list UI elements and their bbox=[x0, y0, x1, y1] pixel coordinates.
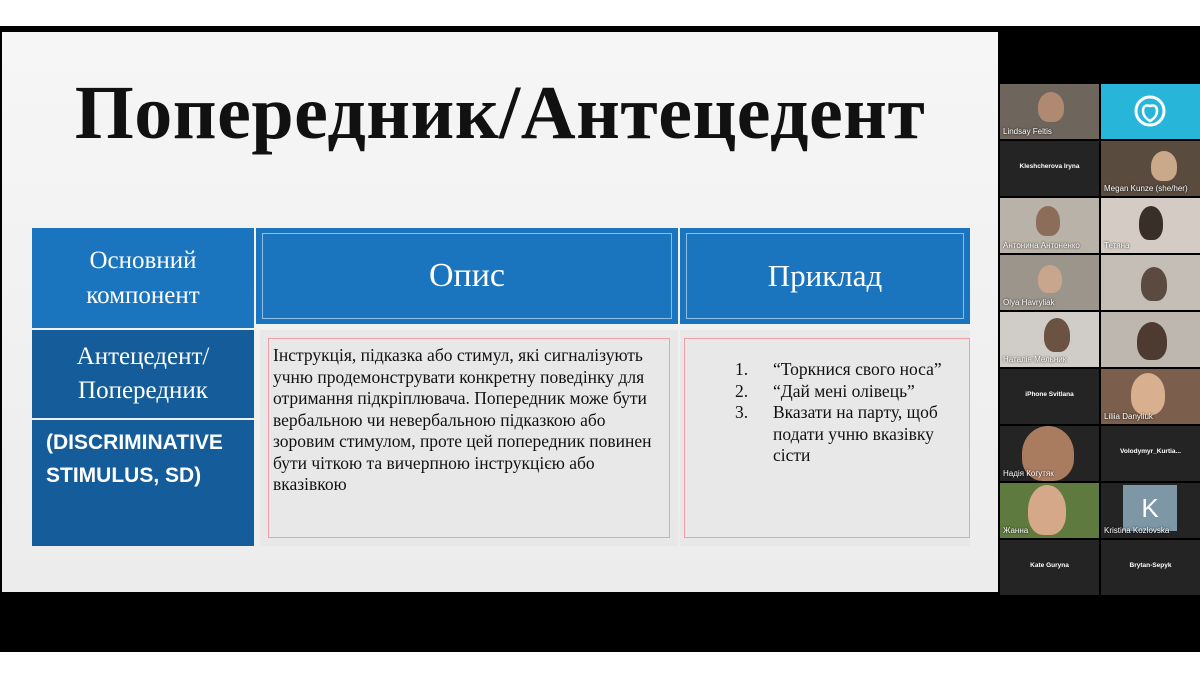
participant-name: Антонина Антоненко bbox=[1003, 241, 1080, 250]
participant-video bbox=[1131, 373, 1165, 415]
participant-tile[interactable] bbox=[1000, 198, 1099, 253]
participant-tile[interactable] bbox=[1101, 426, 1200, 481]
example-text: “Торкнися свого носа” bbox=[773, 359, 942, 379]
participant-tile[interactable] bbox=[1000, 426, 1099, 481]
participant-video bbox=[1151, 151, 1177, 181]
discriminative-line2: STIMULUS, SD) bbox=[46, 464, 202, 487]
participant-name: Volodymyr_Kurtia... bbox=[1120, 448, 1181, 455]
example-text: Вказати на парту, щоб подати учню вказівку сісти bbox=[773, 402, 938, 465]
example-item bbox=[685, 402, 969, 467]
description-cell bbox=[260, 330, 678, 546]
participant-name: Kate Guryna bbox=[1030, 562, 1069, 569]
row-label-antecedent bbox=[32, 330, 254, 418]
example-number: 2. bbox=[735, 380, 749, 401]
header-description bbox=[256, 228, 678, 324]
participant-tile[interactable] bbox=[1000, 312, 1099, 367]
example-number: 1. bbox=[735, 359, 749, 379]
participant-gallery[interactable] bbox=[1000, 84, 1200, 594]
participant-tile[interactable] bbox=[1000, 369, 1099, 424]
participant-tile[interactable] bbox=[1101, 198, 1200, 253]
participant-name: Lindsay Feltis bbox=[1003, 127, 1052, 136]
header-example-label: Приклад bbox=[767, 258, 883, 293]
example-box bbox=[684, 338, 970, 538]
participant-name: Kristina Kozlovska bbox=[1104, 526, 1170, 535]
participant-tile[interactable] bbox=[1101, 312, 1200, 367]
description-box bbox=[268, 338, 670, 538]
participant-video bbox=[1038, 265, 1062, 293]
participant-video bbox=[1137, 322, 1167, 360]
header-description-label: Опис bbox=[428, 257, 506, 294]
participant-name: Жанна bbox=[1003, 526, 1029, 535]
participant-tile[interactable] bbox=[1101, 255, 1200, 310]
participant-name: iPhone Svitlana bbox=[1025, 391, 1074, 398]
participant-name: Liliia Danyliuk bbox=[1104, 412, 1153, 421]
example-text: “Дай мені олівець” bbox=[773, 380, 915, 401]
participant-tile[interactable] bbox=[1000, 141, 1099, 196]
participant-tile[interactable] bbox=[1000, 483, 1099, 538]
header-main-line1: Основний bbox=[89, 247, 197, 274]
participant-tile[interactable] bbox=[1000, 84, 1099, 139]
participant-name: Наталія Мельник bbox=[1003, 355, 1067, 364]
row-label-line2: Попередник bbox=[78, 377, 208, 404]
example-item bbox=[685, 359, 969, 381]
example-number: 3. bbox=[735, 402, 749, 422]
participant-tile[interactable] bbox=[1101, 141, 1200, 196]
participant-video bbox=[1036, 206, 1060, 236]
example-cell bbox=[680, 330, 970, 546]
participant-name: Olya Havryliak bbox=[1003, 298, 1055, 307]
participant-tile[interactable] bbox=[1101, 540, 1200, 595]
discriminative-line1: (DISCRIMINATIVE bbox=[46, 431, 223, 454]
participant-tile[interactable] bbox=[1000, 540, 1099, 595]
participant-name: Тетяна bbox=[1104, 241, 1130, 250]
header-example bbox=[680, 228, 970, 324]
participant-name: Kleshcherova Iryna bbox=[1019, 163, 1080, 170]
example-list bbox=[685, 359, 969, 467]
participant-video bbox=[1139, 206, 1163, 240]
participant-tile[interactable] bbox=[1101, 369, 1200, 424]
participant-tile[interactable] bbox=[1101, 483, 1200, 538]
row-label-discriminative bbox=[32, 420, 254, 546]
participant-video bbox=[1141, 267, 1167, 301]
shared-slide bbox=[2, 32, 998, 592]
participant-name: Megan Kunze (she/her) bbox=[1104, 184, 1188, 193]
description-text: Інструкція, підказка або стимул, які сигналізують учню продемонструвати конкретну поведінку для отримання підкріплювача. Попередник може бути вербальною чи невербальною підказкою або зоровим стимулом, проте цей попередник повинен бути чіткою та вичерпною інструкцією або вказівкою bbox=[273, 345, 652, 494]
example-item bbox=[685, 381, 969, 403]
row-label-line1: Антецедент/ bbox=[76, 343, 210, 370]
header-main-line2: компонент bbox=[86, 282, 200, 309]
header-main-component bbox=[32, 228, 254, 328]
participant-tile[interactable] bbox=[1000, 255, 1099, 310]
participant-video bbox=[1028, 485, 1066, 535]
participant-video bbox=[1044, 318, 1070, 352]
participant-video bbox=[1038, 92, 1064, 122]
participant-name: Надія Когутяк bbox=[1003, 469, 1054, 478]
slide-title: Попередник/Антецедент bbox=[74, 71, 926, 155]
logo-icon bbox=[1130, 92, 1170, 130]
participant-avatar: K bbox=[1123, 485, 1177, 531]
participant-name: Brytan-Sepyk bbox=[1129, 562, 1172, 569]
participant-tile[interactable] bbox=[1101, 84, 1200, 139]
